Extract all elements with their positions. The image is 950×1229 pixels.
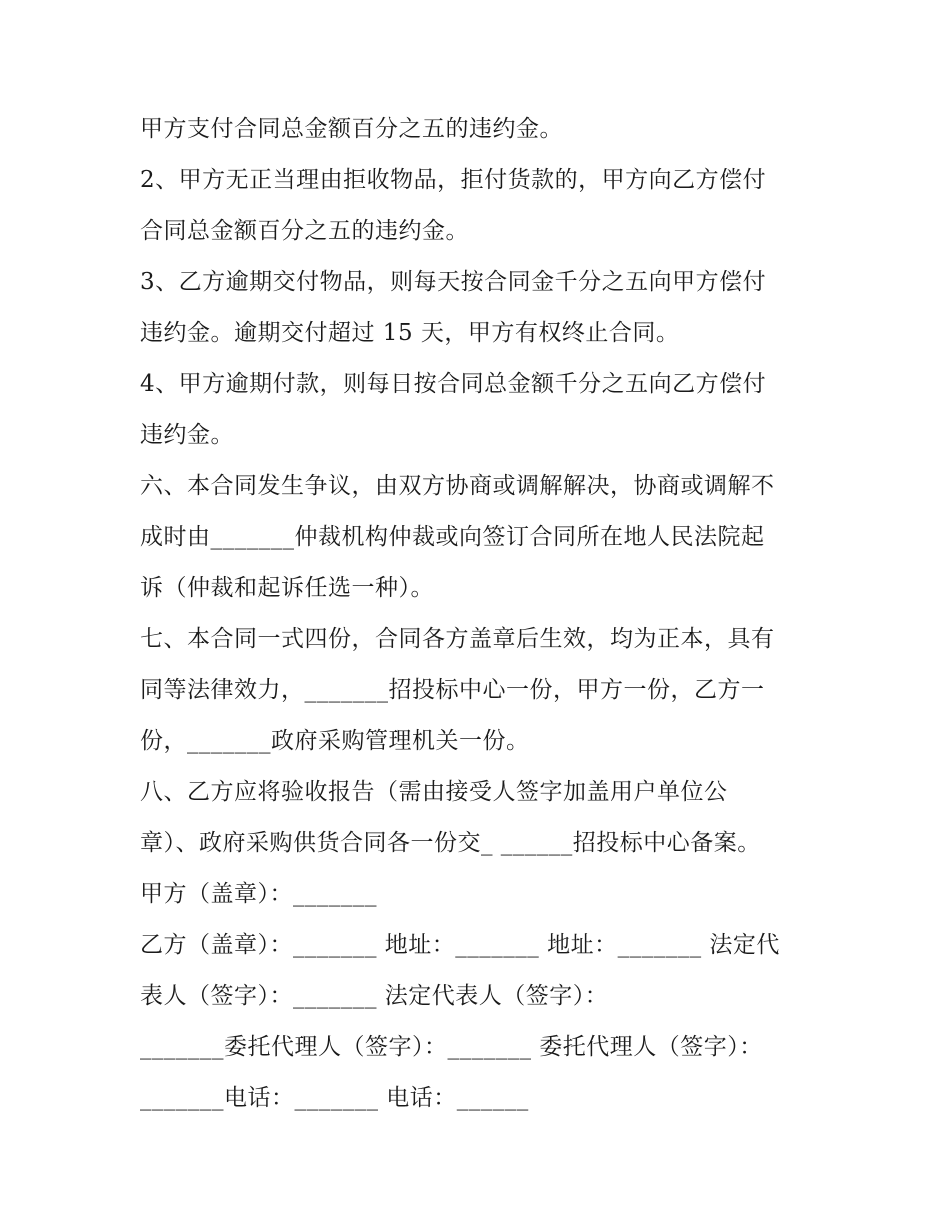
text-line: 乙方（盖章）：_______ 地址：_______ 地址：_______ 法定代 bbox=[140, 932, 780, 958]
text-line: _______电话：_______ 电话：______ bbox=[140, 1085, 529, 1111]
text-line: 2、甲方无正当理由拒收物品，拒付货款的，甲方向乙方偿付 bbox=[140, 167, 767, 193]
text-line: 七、本合同一式四份，合同各方盖章后生效，均为正本，具有 bbox=[140, 626, 775, 652]
text-line: 违约金。 bbox=[140, 422, 234, 448]
text-line: 合同总金额百分之五的违约金。 bbox=[140, 218, 469, 244]
text-line: 八、乙方应将验收报告（需由接受人签字加盖用户单位公 bbox=[140, 779, 728, 805]
text-line: 4、甲方逾期付款，则每日按合同总金额千分之五向乙方偿付 bbox=[140, 371, 767, 397]
text-line: 诉（仲裁和起诉任选一种）。 bbox=[140, 575, 434, 601]
text-line: 甲方支付合同总金额百分之五的违约金。 bbox=[140, 116, 563, 142]
text-line: 章）、政府采购供货合同各一份交_ ______招投标中心备案。 bbox=[140, 830, 761, 856]
text-line: 六、本合同发生争议，由双方协商或调解解决，协商或调解不 bbox=[140, 473, 775, 499]
text-line: 甲方（盖章）：_______ bbox=[140, 881, 377, 907]
document-body bbox=[140, 104, 820, 1124]
text-line: 表人（签字）：_______ 法定代表人（签字）： bbox=[140, 983, 609, 1009]
text-line: 成时由_______仲裁机构仲裁或向签订合同所在地人民法院起 bbox=[140, 524, 765, 550]
text-line: 3、乙方逾期交付物品，则每天按合同金千分之五向甲方偿付 bbox=[140, 269, 767, 295]
text-line: 违约金。逾期交付超过 15 天，甲方有权终止合同。 bbox=[140, 320, 680, 346]
text-line: 同等法律效力，_______招投标中心一份，甲方一份，乙方一 bbox=[140, 677, 765, 703]
text-line: 份，_______政府采购管理机关一份。 bbox=[140, 728, 530, 754]
text-line: _______委托代理人（签字）：_______ 委托代理人（签字）： bbox=[140, 1034, 763, 1060]
